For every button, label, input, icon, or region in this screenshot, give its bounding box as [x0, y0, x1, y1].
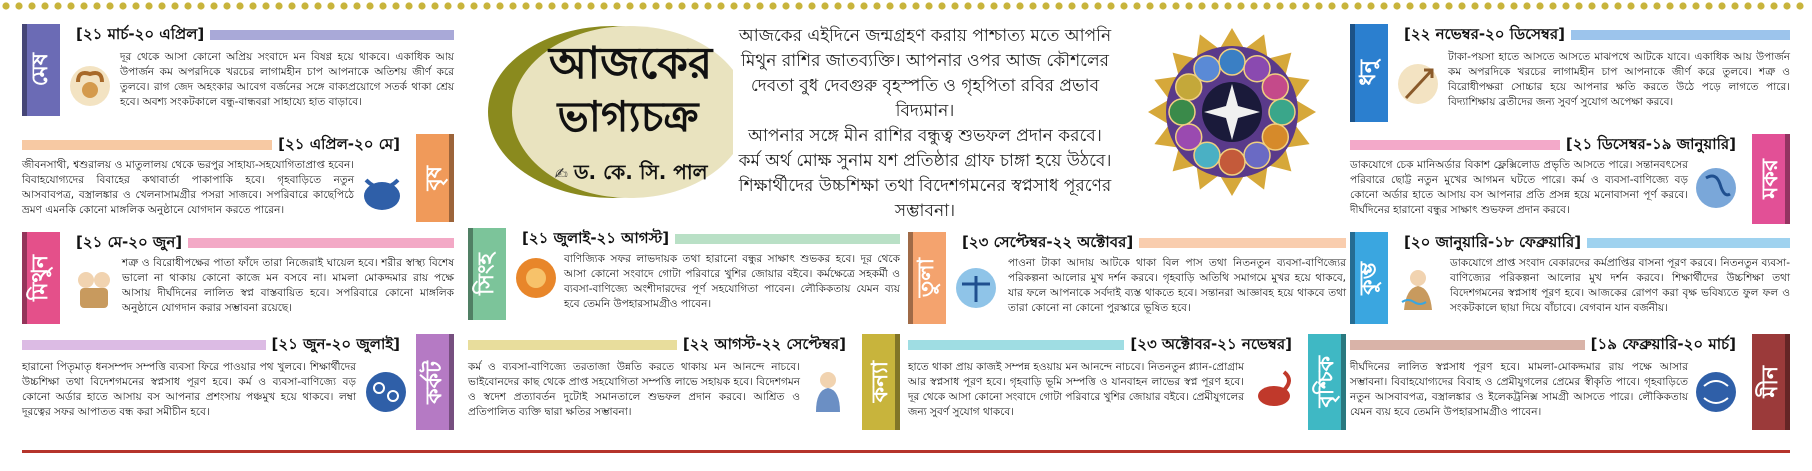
border-dot: [1536, 2, 1543, 9]
sign-name: কুম্ভ: [1356, 261, 1381, 295]
sagittarius-icon: [1394, 58, 1442, 110]
border-dot: [1432, 2, 1439, 9]
wheel-sign-medallion: [1194, 56, 1220, 82]
wheel-sign-medallion: [1169, 99, 1195, 125]
border-dot: [548, 2, 555, 9]
sign-name: কর্কট: [422, 360, 447, 404]
border-dot: [626, 2, 633, 9]
border-dot: [1471, 2, 1478, 9]
sign-kanya: [468, 334, 900, 430]
sign-forecast: কর্ম ও ব্যবসা-বাণিজ্যে তরতাজা উন্নতি করতে থাকায় মন আনন্দে নাচবে। ভাইবোনদের কাছ থেকে প্রাপ্ত সহযোগিতা সম্পত্তি লাভে সহায়ক হবে। বিদেশগমন ও স্বদেশ প্রত্যাবর্তন দুটোই সমানতালে শুভফল প্রদান করবে। আশ্রিত ও প্রতিপালিত ব্যক্তি দ্বারা ক্ষতির সম্ভাবনা।: [468, 361, 800, 418]
border-dot: [821, 2, 828, 9]
date-bar-stripe: [1571, 30, 1790, 40]
sign-name-tab: [1752, 134, 1790, 224]
date-bar-stripe: [1350, 340, 1585, 350]
border-dot: [1068, 2, 1075, 9]
border-dot: [691, 2, 698, 9]
border-dot: [1237, 2, 1244, 9]
border-dot: [119, 2, 126, 9]
border-dot: [1341, 2, 1348, 9]
taurus-icon: [358, 166, 406, 218]
border-dot: [1731, 2, 1738, 9]
border-dot: [288, 2, 295, 9]
sign-name-tab: [1350, 232, 1388, 324]
border-dot: [1133, 2, 1140, 9]
date-bar-stripe: [468, 340, 677, 350]
border-dot: [1276, 2, 1283, 9]
page-title-line2: ভাগ্যচক্র: [557, 92, 699, 141]
date-bar: [22, 334, 406, 356]
sign-forecast: ডাকযোগে চেক মানিঅর্ডার বিকাশ ফ্লেক্সিলোড প্রভৃতি আসতে পারে। সন্তানবৎসের পরিবারে ছোট্ট নতুন মুখের আগমন ঘটতে পারে। কর্ম ও ব্যবসা-বাণিজ্যে বড় কোনো অর্ডার হাতে আসায় বস আপনার প্রতি প্রসন্ন হয়ে মনোবাসনা পূর্ণ করবে। দীর্ঘদিনের হারানো বন্ধুর সাক্ষাৎ শুভফল প্রদান করবে।: [1350, 159, 1688, 216]
date-bar: [468, 334, 852, 356]
border-dot: [652, 2, 659, 9]
border-dot: [1718, 2, 1725, 9]
border-dot: [1185, 2, 1192, 9]
border-dot: [1016, 2, 1023, 9]
border-dot: [1757, 2, 1764, 9]
sign-date: [২২ নভেম্বর-২০ ডিসেম্বর]: [1398, 23, 1571, 48]
border-dot: [1744, 2, 1751, 9]
border-dot: [782, 2, 789, 9]
sign-brishchik: [908, 334, 1346, 430]
date-bar: [908, 334, 1298, 356]
sign-name-tab: [416, 134, 454, 222]
date-bar-stripe: [908, 340, 1124, 350]
border-dot: [93, 2, 100, 9]
page-title-line1: আজকের: [548, 38, 713, 89]
sign-date: [২০ জানুয়ারি-১৮ ফেব্রুয়ারি]: [1398, 231, 1587, 256]
date-bar-stripe: [22, 140, 272, 150]
border-dot: [1003, 2, 1010, 9]
border-dot: [795, 2, 802, 9]
sign-forecast: ডাকযোগে প্রাপ্ত সংবাদ বেকারদের কর্মপ্রাপ্তির বাসনা পূরণ করবে। নিতনতুন ব্যবসা-বাণিজ্যের পরিকল্পনা আলোর মুখ দর্শন করবে। শিক্ষার্থীদের উচ্চশিক্ষা তথা বিদেশগমনের স্বপ্নসাধ পূরণ হবে। আজকের রোপণ করা বৃক্ষ ভবিষ্যতে ফুল ফল ও সংকটকালে ছায়া দিয়ে বাঁচাবে। বেগবান যান বর্জনীয়।: [1450, 257, 1790, 314]
sign-name: তুলা: [914, 258, 939, 298]
sign-date: [২৩ সেপ্টেম্বর-২২ অক্টোবর]: [956, 231, 1139, 256]
border-dot: [262, 2, 269, 9]
sign-makar: [1350, 134, 1790, 224]
date-bar: [956, 232, 1346, 254]
sign-forecast: শত্রু ও বিরোধীপক্ষের পাতা ফাঁদে তারা নিজেরাই ঘায়েল হবে। শরীর স্বাস্থ্য বিশেষ ভালো না থাকায় কোনো কাজে মন বসবে না। মামলা মোকদ্দমার রায় পক্ষে আসায় দীর্ঘদিনের লালিত স্বপ্ন বাস্তবায়িত হবে। সপরিবারে কোনো মাঙ্গলিক অনুষ্ঠানে যোগদান করার সম্ভাবনা রয়েছে।: [122, 257, 454, 314]
border-dot: [1679, 2, 1686, 9]
border-dot: [938, 2, 945, 9]
sign-date: [২৩ অক্টোবর-২১ নভেম্বর]: [1124, 333, 1298, 358]
border-dot: [210, 2, 217, 9]
border-dot: [743, 2, 750, 9]
border-dot: [847, 2, 854, 9]
sign-dhanu: [1350, 24, 1790, 124]
border-dot: [574, 2, 581, 9]
capricorn-icon: [1692, 162, 1740, 214]
border-dot: [1666, 2, 1673, 9]
border-dot: [1796, 2, 1803, 9]
date-bar: [1398, 24, 1790, 46]
border-dot: [197, 2, 204, 9]
border-dot: [145, 2, 152, 9]
border-dot: [1614, 2, 1621, 9]
border-dot: [15, 2, 22, 9]
border-dot: [522, 2, 529, 9]
border-dot: [327, 2, 334, 9]
date-bar: [22, 134, 406, 156]
cancer-icon: [362, 368, 410, 420]
border-dot: [1029, 2, 1036, 9]
zodiac-wheel-icon: [1146, 26, 1318, 198]
border-dot: [678, 2, 685, 9]
border-dot: [431, 2, 438, 9]
border-dot: [1783, 2, 1790, 9]
border-dot: [470, 2, 477, 9]
sign-name-tab: [1308, 334, 1346, 430]
sign-tula: [908, 232, 1346, 328]
sign-name: মেষ: [28, 53, 53, 87]
border-dot: [483, 2, 490, 9]
intro-paragraph-1: আজকের এইদিনে জন্মগ্রহণ করায় পাশ্চাত্য মতে আপনি মিথুন রাশির জাতব্যক্তি। আপনার ওপর আজ কৌশলের দেবতা বুধ দেবগুরু বৃহস্পতি ও গৃহপিতা রবির প্রভাব বিদ্যমান।: [738, 26, 1112, 121]
border-dot: [639, 2, 646, 9]
wheel-sign-medallion: [1269, 99, 1295, 125]
sign-mesh: [22, 24, 454, 128]
border-dot: [808, 2, 815, 9]
border-dot: [405, 2, 412, 9]
border-dot: [1328, 2, 1335, 9]
border-dot: [977, 2, 984, 9]
border-dot: [717, 2, 724, 9]
border-dot: [275, 2, 282, 9]
sign-mithun: [22, 232, 454, 324]
date-bar: [70, 232, 454, 254]
sign-name: বৃশ্চিক: [1314, 356, 1339, 408]
sign-name: মকর: [1758, 159, 1783, 199]
border-dot: [1705, 2, 1712, 9]
sign-forecast: পাওনা টাকা আদায় আটকে থাকা বিল পাস তথা নিতনতুন ব্যবসা-বাণিজ্যের পরিকল্পনা আলোর মুখ দর্শন করবে। গৃহবাড়ি অতিথি সমাগমে মুখর হয়ে থাকবে, যার ফলে আপনাকে সর্বদাই ব্যস্ত থাকতে হবে। সন্তানরা আজ্ঞাবহ হয়ে থাকবে তথা তারা কোনো না কোনো পুরস্কারে ভূষিত হবে।: [1008, 257, 1346, 314]
wheel-sign-medallion: [1262, 74, 1288, 100]
border-dot: [67, 2, 74, 9]
sign-date: [২২ আগস্ট-২২ সেপ্টেম্বর]: [677, 333, 852, 358]
border-dot: [132, 2, 139, 9]
border-dot: [1094, 2, 1101, 9]
sign-name-tab: [862, 334, 900, 430]
date-bar-stripe: [675, 234, 900, 244]
sign-name-tab: [1350, 24, 1388, 122]
border-dot: [899, 2, 906, 9]
author-name: ড. কে. সি. পাল: [573, 160, 708, 184]
border-dot: [1497, 2, 1504, 9]
virgo-icon: [804, 364, 852, 416]
border-dot: [665, 2, 672, 9]
border-dot: [1523, 2, 1530, 9]
sign-forecast: দীর্ঘদিনের লালিত স্বপ্নসাধ পূরণ হবে। মামলা-মোকদ্দমার রায় পক্ষে আসার সম্ভাবনা। বিবাহযোগ্যদের বিবাহ ও প্রেমীযুগলের প্রেমের স্বীকৃতি পাবে। গৃহবাড়িতে নতুন আসবাবপত্র, বস্ত্রালঙ্কার ও ইলেকট্রনিক্স সামগ্রী আসতে পারে। লৌকিকতায় যেমন ব্যয় হবে তেমনি উপহারসামগ্রীও পাবেন।: [1350, 361, 1688, 418]
wheel-sign-medallion: [1219, 49, 1245, 75]
date-bar-stripe: [210, 30, 454, 40]
border-dot: [236, 2, 243, 9]
border-dot: [1393, 2, 1400, 9]
border-dot: [1588, 2, 1595, 9]
border-dot: [1549, 2, 1556, 9]
border-dot: [457, 2, 464, 9]
border-dot: [769, 2, 776, 9]
author-byline: [536, 158, 726, 191]
sign-name: মিথুন: [28, 255, 53, 301]
date-bar: [516, 228, 900, 250]
border-dot: [1263, 2, 1270, 9]
border-dot: [587, 2, 594, 9]
sign-name-tab: [468, 228, 506, 320]
date-bar: [70, 24, 454, 46]
date-bar-stripe: [188, 238, 454, 248]
sign-karkat: [22, 334, 454, 430]
border-dot: [80, 2, 87, 9]
sign-forecast: দূর থেকে আসা কোনো অপ্রিয় সংবাদে মন বিষণ্ণ হয়ে থাকবে। একাধিক আয় উপার্জন কম অপরদিকে খরচের লাগামহীন চাপ আপনাকে অতিশয় জীর্ণ করে তুলবে। রাগ জেদ অহংকার আবেগ বর্জনের সঙ্গে বাক্যপ্রয়োগে সতর্ক থাকা শ্রেয় হবে। অবশ্য সংকটকালে বন্ধু-বান্ধবরা সাহায্যে হাত বাড়াবে।: [120, 51, 454, 108]
border-dot: [1250, 2, 1257, 9]
border-dot: [106, 2, 113, 9]
date-bar-stripe: [22, 340, 266, 350]
pen-icon: ✍: [554, 164, 568, 183]
sign-forecast: বাণিজ্যিক সফর লাভদায়ক তথা হারানো বন্ধুর সাক্ষাৎ শুভকর হবে। দূর থেকে আসা কোনো সংবাদে গোটা পরিবারে খুশির জোয়ার বইবে। কর্মক্ষেত্রে সহকর্মী ও ব্যবসা-বাণিজ্যে অংশীদারদের পূর্ণ সহযোগিতা পাবেন। লৌকিকতায় যেমন ব্যয় হবে তেমনি উপহারসামগ্রীও পাবেন।: [564, 253, 900, 310]
border-dot: [1510, 2, 1517, 9]
sign-date: [২১ মার্চ-২০ এপ্রিল]: [70, 23, 210, 48]
sign-singha: [468, 228, 900, 324]
sign-name: সিংহ: [474, 253, 499, 295]
border-dot: [925, 2, 932, 9]
date-bar: [1350, 334, 1742, 356]
gemini-icon: [70, 262, 118, 314]
border-dot: [704, 2, 711, 9]
border-dot: [249, 2, 256, 9]
border-dot: [340, 2, 347, 9]
border-dot: [379, 2, 386, 9]
border-dot: [1107, 2, 1114, 9]
border-dot: [314, 2, 321, 9]
border-dot: [834, 2, 841, 9]
date-bar-stripe: [1350, 140, 1560, 150]
border-dot: [1458, 2, 1465, 9]
wheel-sign-medallion: [1176, 124, 1202, 150]
border-dot: [301, 2, 308, 9]
border-dot: [171, 2, 178, 9]
border-dot: [28, 2, 35, 9]
border-dot: [912, 2, 919, 9]
date-bar-stripe: [1587, 238, 1790, 248]
sign-name: ধনু: [1356, 60, 1381, 86]
sign-date: [১৯ ফেব্রুয়ারি-২০ মার্চ]: [1585, 333, 1742, 358]
top-dotted-border: [0, 0, 1812, 14]
border-dot: [392, 2, 399, 9]
sign-brish: [22, 134, 454, 222]
border-dot: [444, 2, 451, 9]
sign-forecast: হাতে থাকা প্রায় কাজই সম্পন্ন হওয়ায় মন আনন্দে নাচবে। নিতনতুন প্ল্যান-প্রোগ্রাম আর স্বপ্নসাধ পূরণ হবে। গৃহবাড়ি ভূমি সম্পত্তি ও যানবাহন লাভের স্বপ্ন পূরণ হবে। দূর থেকে আসা কোনো সংবাদে গোটা পরিবারে খুশির জোয়ার বইবে। প্রেমীযুগলের জন্য সুবর্ণ সুযোগ থাকবে।: [908, 361, 1244, 418]
leo-icon: [512, 254, 560, 306]
sign-date: [২১ জুলাই-২১ আগস্ট]: [516, 227, 675, 252]
border-dot: [2, 2, 9, 9]
sign-date: [২১ এপ্রিল-২০ মে]: [272, 133, 406, 158]
border-dot: [1419, 2, 1426, 9]
border-dot: [1380, 2, 1387, 9]
border-dot: [1315, 2, 1322, 9]
intro-text: [735, 24, 1115, 224]
border-dot: [509, 2, 516, 9]
border-dot: [1198, 2, 1205, 9]
border-dot: [1042, 2, 1049, 9]
title-block: [478, 24, 733, 200]
sign-meen: [1350, 334, 1790, 430]
border-dot: [1575, 2, 1582, 9]
wheel-sign-medallion: [1219, 149, 1245, 175]
border-dot: [1562, 2, 1569, 9]
sign-forecast: হারানো পিতৃমাতৃ ধনসম্পদ সম্পত্তি ব্যবসা ফিরে পাওয়ার পথ খুলবে। শিক্ষার্থীদের উচ্চশিক্ষা তথা বিদেশগমনের স্বপ্নসাধ পূরণ হবে। কর্ম ও ব্যবসা-বাণিজ্যে বড় কোনো অর্ডার হাতে আসায় বস আপনার প্রশংসায় পঞ্চমুখ হয়ে থাকবে। লম্বা দূরত্বের সফর আপাতত বন্ধ করা সমীচীন হবে।: [22, 361, 356, 418]
border-dot: [951, 2, 958, 9]
border-dot: [1146, 2, 1153, 9]
border-dot: [1289, 2, 1296, 9]
border-dot: [1653, 2, 1660, 9]
sign-date: [২১ মে-২০ জুন]: [70, 231, 188, 256]
border-dot: [184, 2, 191, 9]
scorpio-icon: [1250, 366, 1298, 418]
border-dot: [873, 2, 880, 9]
border-dot: [366, 2, 373, 9]
border-dot: [561, 2, 568, 9]
border-dot: [496, 2, 503, 9]
sign-date: [২১ ডিসেম্বর-১৯ জানুয়ারি]: [1560, 133, 1742, 158]
aries-icon: [66, 60, 114, 112]
border-dot: [418, 2, 425, 9]
sign-date: [২১ জুন-২০ জুলাই]: [266, 333, 407, 358]
border-dot: [54, 2, 61, 9]
border-dot: [1172, 2, 1179, 9]
border-dot: [1640, 2, 1647, 9]
aquarius-icon: [1394, 262, 1442, 314]
border-dot: [990, 2, 997, 9]
border-dot: [1159, 2, 1166, 9]
sign-name-tab: [22, 232, 60, 324]
sign-name-tab: [908, 232, 946, 324]
border-dot: [41, 2, 48, 9]
border-dot: [1224, 2, 1231, 9]
intro-paragraph-2: আপনার সঙ্গে মীন রাশির বন্ধুত্ব শুভফল প্রদান করবে। কর্ম অর্থ মোক্ষ সুনাম যশ প্রতিষ্ঠার গ্রাফ চাঙ্গা হয়ে উঠবে। শিক্ষার্থীদের উচ্চশিক্ষা তথা বিদেশগমনের স্বপ্নসাধ পূরণের সম্ভাবনা।: [738, 126, 1112, 221]
date-bar: [1350, 134, 1742, 156]
sign-name-tab: [22, 24, 60, 116]
border-dot: [1692, 2, 1699, 9]
border-dot: [1627, 2, 1634, 9]
border-dot: [730, 2, 737, 9]
border-dot: [1302, 2, 1309, 9]
border-dot: [1120, 2, 1127, 9]
border-dot: [1354, 2, 1361, 9]
border-dot: [1445, 2, 1452, 9]
sign-forecast: টাকা-পয়সা হাতে আসতে আসতে মাঝপথে আটকে যাবে। একাধিক আয় উপার্জন কম অপরদিকে খরচের লাগামহীন চাপ আপনাকে জীর্ণ করে তুলবে। শত্রু ও বিরোধীপক্ষরা সোচ্চার হয়ে আপনার ক্ষতি করতে উঠে পড়ে লাগতে পারে। বিদ্যাশিক্ষায় ব্রতীদের জন্য সুবর্ণ সুযোগ অপেক্ষা করবে।: [1448, 51, 1790, 108]
border-dot: [886, 2, 893, 9]
pisces-icon: [1692, 366, 1740, 418]
border-dot: [353, 2, 360, 9]
sign-name: বৃষ: [422, 165, 447, 191]
sign-name: কন্যা: [868, 361, 893, 403]
border-dot: [1055, 2, 1062, 9]
sign-kumbha: [1350, 232, 1790, 328]
sign-name-tab: [1752, 334, 1790, 430]
border-dot: [613, 2, 620, 9]
bottom-rule: [22, 450, 1790, 453]
border-dot: [1484, 2, 1491, 9]
border-dot: [535, 2, 542, 9]
border-dot: [1081, 2, 1088, 9]
border-dot: [600, 2, 607, 9]
border-dot: [1601, 2, 1608, 9]
date-bar-stripe: [1139, 238, 1346, 248]
sign-forecast: জীবনসাথী, শ্বশুরালয় ও মাতুলালয় থেকে ভরপুর সাহায্য-সহযোগিতাপ্রাপ্ত হবেন। বিবাহযোগ্যদের বিবাহের কথাবার্তা পাকাপাকি হবে। গৃহবাড়িতে নতুন আসবাবপত্র, বস্ত্রালঙ্কার ও খেলনাসামগ্রীর পসরা সাজবে। সপরিবারে কাছেপিঠে ভ্রমণ এমনকি কোনো মাঙ্গলিক অনুষ্ঠানে যোগদান করতে পারেন।: [22, 159, 354, 216]
sign-name: মীন: [1758, 366, 1783, 398]
border-dot: [860, 2, 867, 9]
wheel-sign-medallion: [1244, 142, 1270, 168]
border-dot: [223, 2, 230, 9]
border-dot: [1406, 2, 1413, 9]
date-bar: [1398, 232, 1790, 254]
border-dot: [756, 2, 763, 9]
sign-name-tab: [416, 334, 454, 430]
libra-icon: [952, 262, 1000, 314]
border-dot: [1367, 2, 1374, 9]
border-dot: [964, 2, 971, 9]
border-dot: [1211, 2, 1218, 9]
border-dot: [1770, 2, 1777, 9]
border-dot: [158, 2, 165, 9]
